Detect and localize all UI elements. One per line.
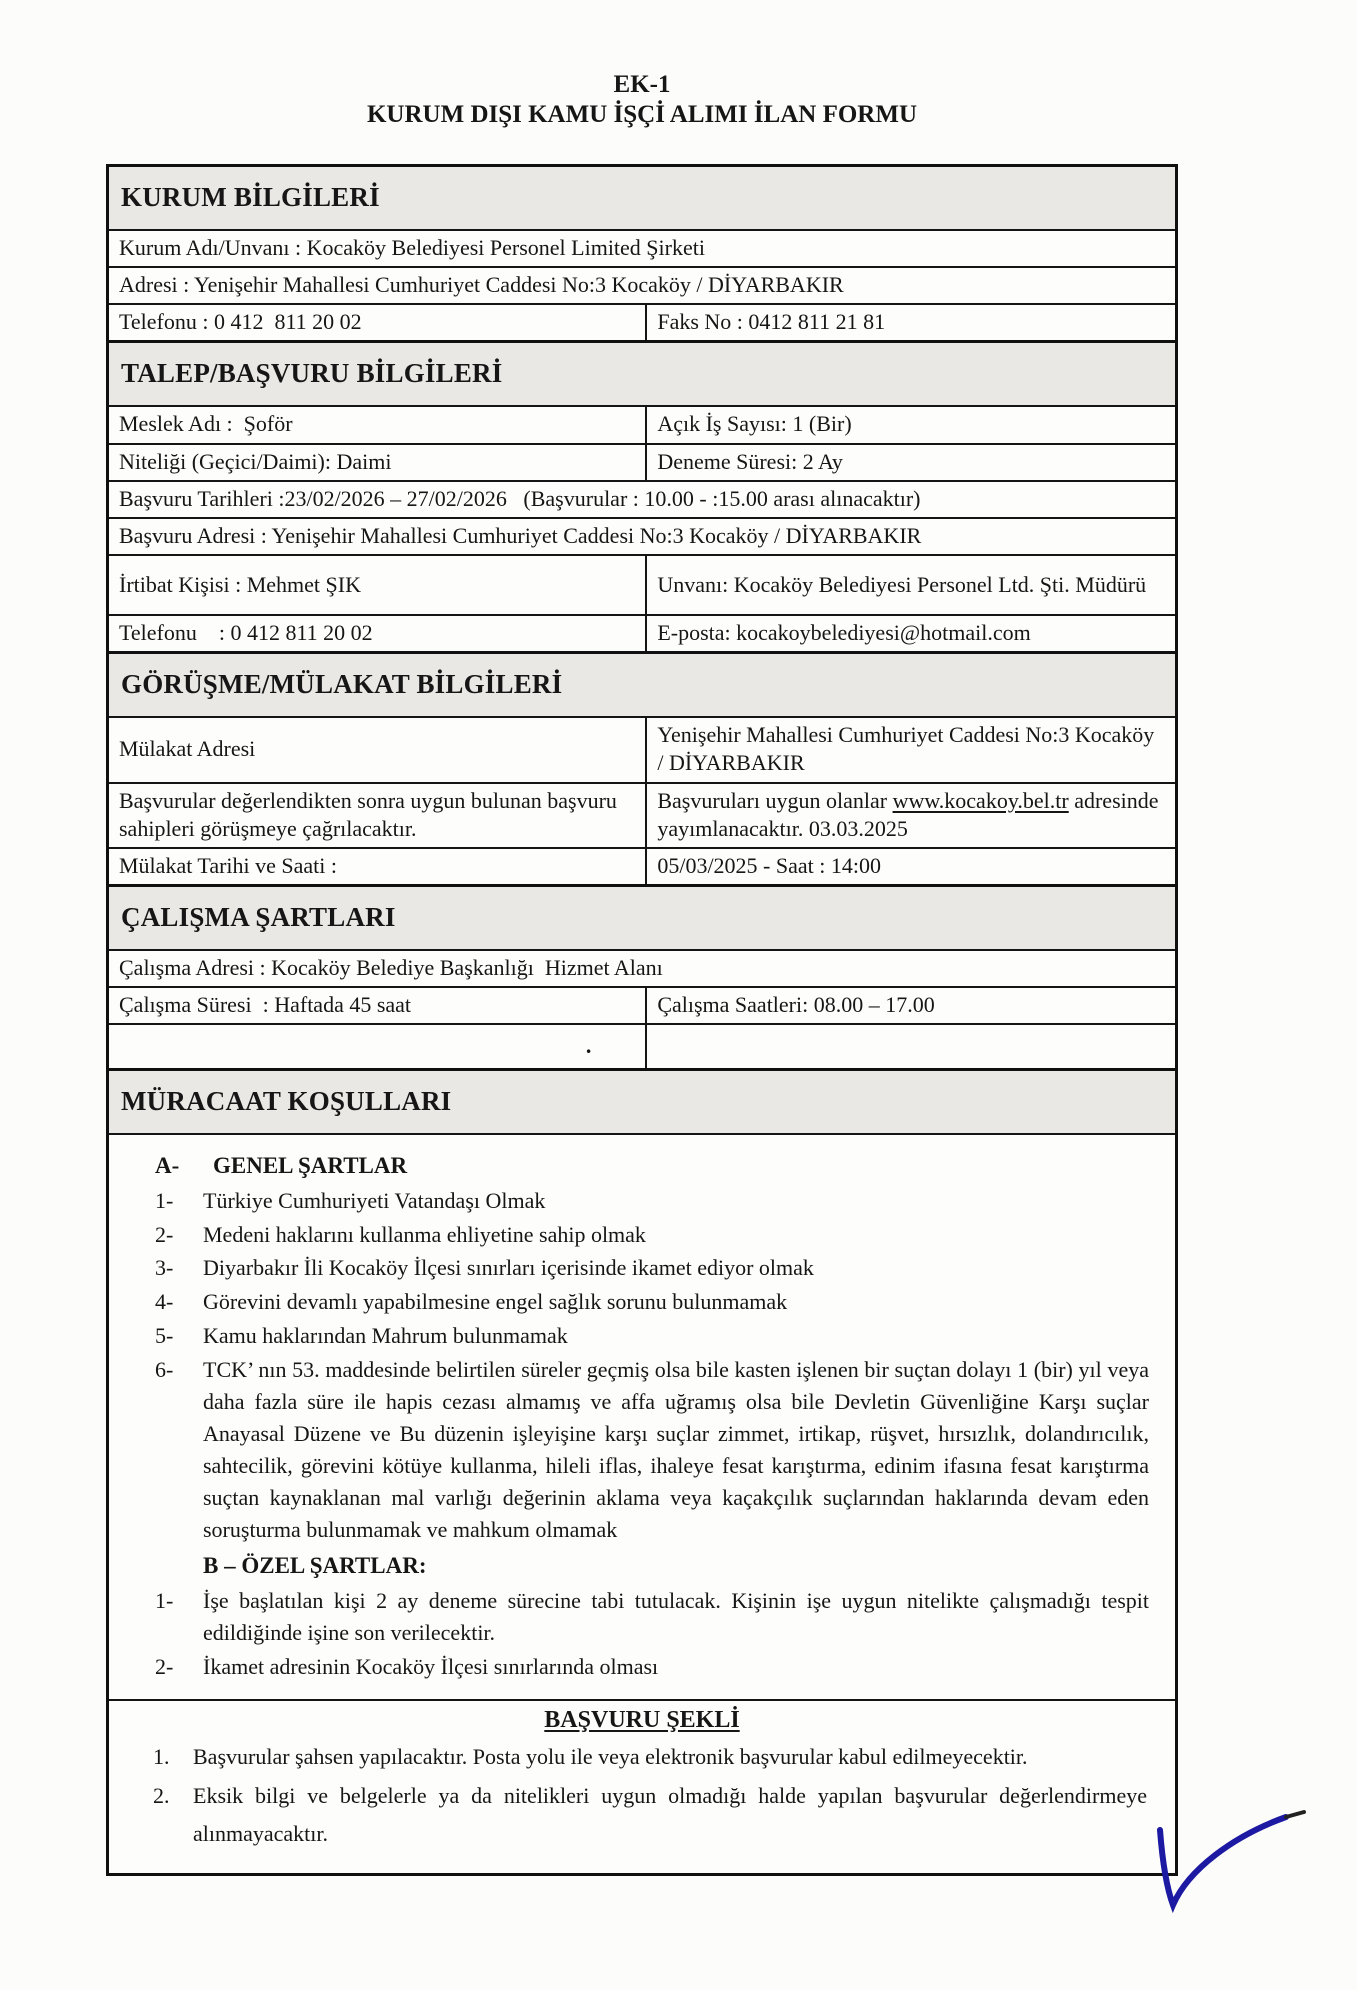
- telefon-value: Telefonu : 0 412 811 20 02: [109, 305, 647, 340]
- item-number: 4-: [155, 1289, 174, 1315]
- eposta-value: E-posta: kocakoybelediyesi@hotmail.com: [657, 620, 1031, 646]
- row-irtibat: [109, 554, 1175, 614]
- item-number: 2.: [153, 1783, 170, 1809]
- list-item: [155, 1252, 1161, 1284]
- row-meslek: [109, 405, 1175, 442]
- section-header-calisma-sartlari: ÇALIŞMA ŞARTLARI: [109, 884, 1175, 949]
- yayim-prefix: Başvuruları uygun olanlar: [657, 787, 893, 813]
- section-header-gorusme-mulakat: GÖRÜŞME/MÜLAKAT BİLGİLERİ: [109, 651, 1175, 716]
- website-link: www.kocakoy.bel.tr: [892, 787, 1069, 813]
- telefon2-value: Telefonu : 0 412 811 20 02: [109, 616, 647, 651]
- mulakat-adresi-label: Mülakat Adresi: [109, 718, 647, 781]
- handwritten-checkmark-icon: [1128, 1808, 1318, 1938]
- document-title-block: [106, 70, 1178, 130]
- yayim-text: [647, 784, 1175, 847]
- list-item: [155, 1651, 1161, 1683]
- list-item: [155, 1354, 1161, 1545]
- basvuru-adresi-value: Başvuru Adresi : Yenişehir Mahallesi Cumhuriyet Caddesi No:3 Kocaköy / DİYARBAKIR: [119, 522, 922, 548]
- degerlendirme-text: Başvurular değerlendikten sonra uygun bulunan başvuru sahipleri görüşmeye çağrılacaktır.: [109, 784, 647, 847]
- row-nitelik: [109, 443, 1175, 480]
- nitelik-value: Niteliği (Geçici/Daimi): Daimi: [109, 445, 647, 480]
- row-basvuru-tarihleri: [109, 480, 1175, 517]
- item-number: 1-: [155, 1587, 174, 1613]
- list-item: [125, 1738, 1159, 1776]
- item-number: 6-: [155, 1357, 174, 1383]
- item-text: Eksik bilgi ve belgelerle ya da nitelikleri uygun olmadığı halde yapılan başvurular değerlendirmeye alınmayacaktır.: [193, 1783, 1147, 1847]
- item-number: 1-: [155, 1187, 174, 1213]
- list-item: [155, 1585, 1161, 1649]
- row-telefon-faks: [109, 303, 1175, 340]
- item-text: Diyarbakır İli Kocaköy İlçesi sınırları içerisinde ikamet ediyor olmak: [203, 1255, 814, 1281]
- basvuru-sekli-heading: BAŞVURU ŞEKLİ: [544, 1706, 740, 1733]
- row-telefon-eposta: [109, 614, 1175, 651]
- yayim-suffix: adresinde yayımlanacaktır. 03.03.2025: [657, 787, 1159, 841]
- item-text: Başvurular şahsen yapılacaktır. Posta yolu ile veya elektronik başvurular kabul edilmeyecektir.: [193, 1743, 1028, 1769]
- yayim-inline: [657, 787, 1165, 843]
- row-mulakat-tarihi: [109, 847, 1175, 884]
- row-empty: [109, 1023, 1175, 1068]
- item-text: Türkiye Cumhuriyeti Vatandaşı Olmak: [203, 1187, 546, 1213]
- ozel-sartlar-heading: B – ÖZEL ŞARTLAR:: [203, 1553, 427, 1579]
- item-number: 2-: [155, 1221, 174, 1247]
- item-text: Medeni haklarını kullanma ehliyetine sahip olmak: [203, 1221, 646, 1247]
- list-item: [155, 1320, 1161, 1352]
- muracaat-content: [109, 1135, 1175, 1698]
- row-basvuru-sekli: [109, 1699, 1175, 1873]
- meslek-value: Meslek Adı : Şoför: [109, 407, 647, 442]
- row-kurum-adi: [109, 229, 1175, 266]
- deneme-suresi-value: Deneme Süresi: 2 Ay: [657, 448, 843, 474]
- calisma-adresi-value: Çalışma Adresi : Kocaköy Belediye Başkanlığı Hizmet Alanı: [119, 955, 663, 981]
- doc-label: EK-1: [613, 71, 671, 98]
- mulakat-adresi-value: Yenişehir Mahallesi Cumhuriyet Caddesi No:3 Kocaköy / DİYARBAKIR: [657, 722, 1155, 776]
- item-text: Görevini devamlı yapabilmesine engel sağlık sorunu bulunmamak: [203, 1289, 788, 1315]
- genel-sartlar-title: GENEL ŞARTLAR: [213, 1153, 408, 1179]
- item-number: 5-: [155, 1323, 174, 1349]
- unvan-value: Unvanı: Kocaköy Belediyesi Personel Ltd. Şti. Müdürü: [657, 571, 1147, 597]
- basvuru-tarihleri-value: Başvuru Tarihleri :23/02/2026 – 27/02/2026 (Başvurular : 10.00 - :15.00 arası alınacaktır): [119, 485, 921, 511]
- section-header-kurum-bilgileri: KURUM BİLGİLERİ: [109, 167, 1175, 229]
- list-item: [125, 1777, 1159, 1853]
- empty-cell: [647, 1025, 1175, 1068]
- item-text: TCK’ nın 53. maddesinde belirtilen süreler geçmiş olsa bile kasten işlenen bir suçtan dolayı 1 (bir) yıl veya daha fazla süre ile hapis cezası almamış ve affa uğramış olsa bile Devletin Güvenliğine Karşı suçlar Anayasal Düzene ve Bu düzenin işleyişine karşı suçlar zimmet, irtikap, rüşvet, hırsızlık, dolandırıcılık, sahtecilik, görevini kötüye kullanma, hileli iflas, ihaleye fesat karıştırma, edinim ifasına fesat karıştırma suçtan kaynaklanan mal varlığı değerinin aklama veya kaçakçılık suçlarından haklarında devam eden soruşturma bulunmamak ve mahkum olmamak: [203, 1357, 1149, 1542]
- row-muracaat-content: [109, 1133, 1175, 1698]
- genel-sartlar-letter: A-: [155, 1153, 180, 1179]
- section-header-talep-basvuru: TALEP/BAŞVURU BİLGİLERİ: [109, 340, 1175, 405]
- stray-dot: .: [109, 1025, 647, 1068]
- item-text: Kamu haklarından Mahrum bulunmamak: [203, 1323, 568, 1349]
- adresi-value: Adresi : Yenişehir Mahallesi Cumhuriyet Caddesi No:3 Kocaköy / DİYARBAKIR: [119, 272, 844, 298]
- faks-value: Faks No : 0412 811 21 81: [657, 309, 886, 335]
- list-item: [155, 1219, 1161, 1251]
- row-mulakat-adresi: [109, 716, 1175, 781]
- acik-is-value: Açık İş Sayısı: 1 (Bir): [657, 411, 852, 437]
- genel-sartlar-heading: [155, 1149, 1161, 1182]
- item-number: 2-: [155, 1653, 174, 1679]
- row-degerlendirme: [109, 782, 1175, 847]
- mulakat-tarihi-value: 05/03/2025 - Saat : 14:00: [657, 852, 881, 878]
- calisma-saatleri-value: Çalışma Saatleri: 08.00 – 17.00: [657, 992, 935, 1018]
- basvuru-sekli-content: [109, 1701, 1175, 1873]
- item-text: İkamet adresinin Kocaköy İlçesi sınırlarında olması: [203, 1653, 659, 1679]
- list-item: [155, 1286, 1161, 1318]
- list-item: [155, 1185, 1161, 1217]
- row-calisma-suresi: [109, 986, 1175, 1023]
- item-number: 1.: [153, 1743, 170, 1769]
- item-number: 3-: [155, 1255, 174, 1281]
- row-adresi: [109, 266, 1175, 303]
- section-header-muracaat-kosullari: MÜRACAAT KOŞULLARI: [109, 1068, 1175, 1133]
- page-title: KURUM DIŞI KAMU İŞÇİ ALIMI İLAN FORMU: [366, 101, 918, 128]
- row-calisma-adresi: [109, 949, 1175, 986]
- kurum-adi-value: Kurum Adı/Unvanı : Kocaköy Belediyesi Personel Limited Şirketi: [119, 235, 705, 260]
- row-basvuru-adresi: [109, 517, 1175, 554]
- irtibat-kisisi-value: İrtibat Kişisi : Mehmet ŞIK: [109, 556, 647, 614]
- form-table: [106, 164, 1178, 1876]
- mulakat-tarihi-label: Mülakat Tarihi ve Saati :: [109, 849, 647, 884]
- calisma-suresi-value: Çalışma Süresi : Haftada 45 saat: [109, 988, 647, 1023]
- item-text: İşe başlatılan kişi 2 ay deneme sürecine tabi tutulacak. Kişinin işe uygun nitelikte çalışmadığı tespit edildiğinde işine son verilecektir.: [203, 1587, 1149, 1645]
